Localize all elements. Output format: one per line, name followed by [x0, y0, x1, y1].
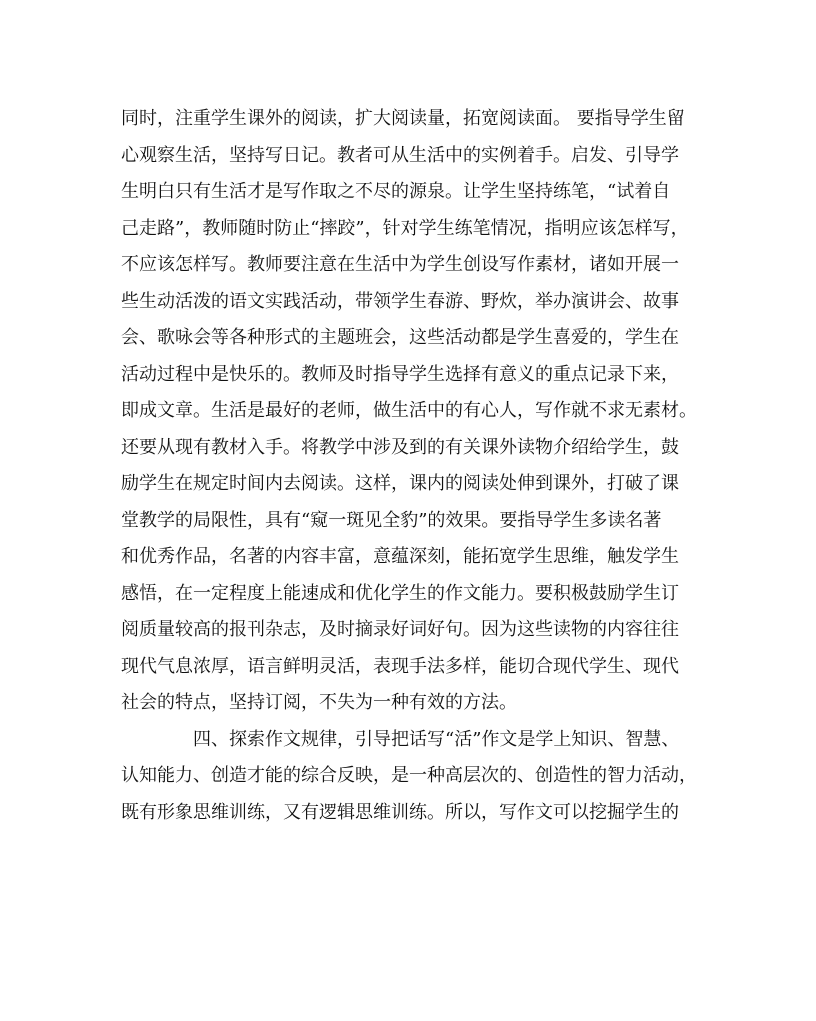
text-line: 生明白只有生活才是写作取之不尽的源泉。让学生坚持练笔，“试着自 [121, 181, 671, 202]
text-line: 心观察生活，坚持写日记。教者可从生活中的实例着手。启发、引导学 [121, 144, 679, 166]
text-line: 感悟，在一定程度上能速成和优化学生的作文能力。要积极鼓励学生订 [121, 582, 679, 604]
text-line: 活动过程中是快乐的。教师及时指导学生选择有意义的重点记录下来， [121, 363, 679, 385]
text-line: 同时，注重学生课外的阅读，扩大阅读量，拓宽阅读面。 要指导学生留 [121, 108, 685, 129]
text-line: 些生动活泼的语文实践活动，带领学生春游、野炊，举办演讲会、故事 [121, 290, 679, 312]
text-line: 既有形象思维训练，又有逻辑思维训练。所以，写作文可以挖掘学生的 [121, 801, 679, 823]
text-line: 堂教学的局限性，具有“窥一斑见全豹”的效果。要指导学生多读名著 [121, 509, 662, 531]
text-line: 认知能力、创造才能的综合反映，是一种高层次的、创造性的智力活动， [121, 765, 697, 786]
text-line: 和优秀作品，名著的内容丰富，意蕴深刻，能拓宽学生思维，触发学生 [121, 546, 679, 567]
text-line: 己走路”，教师随时防止“摔跤”，针对学生练笔情况，指明应该怎样写， [121, 217, 689, 239]
text-line: 即成文章。生活是最好的老师，做生活中的有心人，写作就不求无素材。 [121, 400, 697, 421]
text-line: 四、探索作文规律，引导把话写“活”作文是学上知识、智慧、 [121, 728, 680, 750]
body-text [121, 101, 701, 831]
text-line: 励学生在规定时间内去阅读。这样，课内的阅读处伸到课外，打破了课 [121, 473, 679, 494]
text-line: 会、歌咏会等各种形式的主题班会，这些活动都是学生喜爱的，学生在 [121, 327, 679, 348]
text-line: 社会的特点，坚持订阅，不失为一种有效的方法。 [121, 692, 517, 713]
text-line: 还要从现有教材入手。将教学中涉及到的有关课外读物介绍给学生，鼓 [121, 436, 679, 458]
text-line: 不应该怎样写。教师要注意在生活中为学生创设写作素材，诸如开展一 [121, 254, 679, 275]
text-line: 阅质量较高的报刊杂志，及时摘录好词好句。因为这些读物的内容往往 [121, 619, 679, 640]
text-line: 现代气息浓厚，语言鲜明灵活，表现手法多样，能切合现代学生、现代 [121, 655, 679, 677]
